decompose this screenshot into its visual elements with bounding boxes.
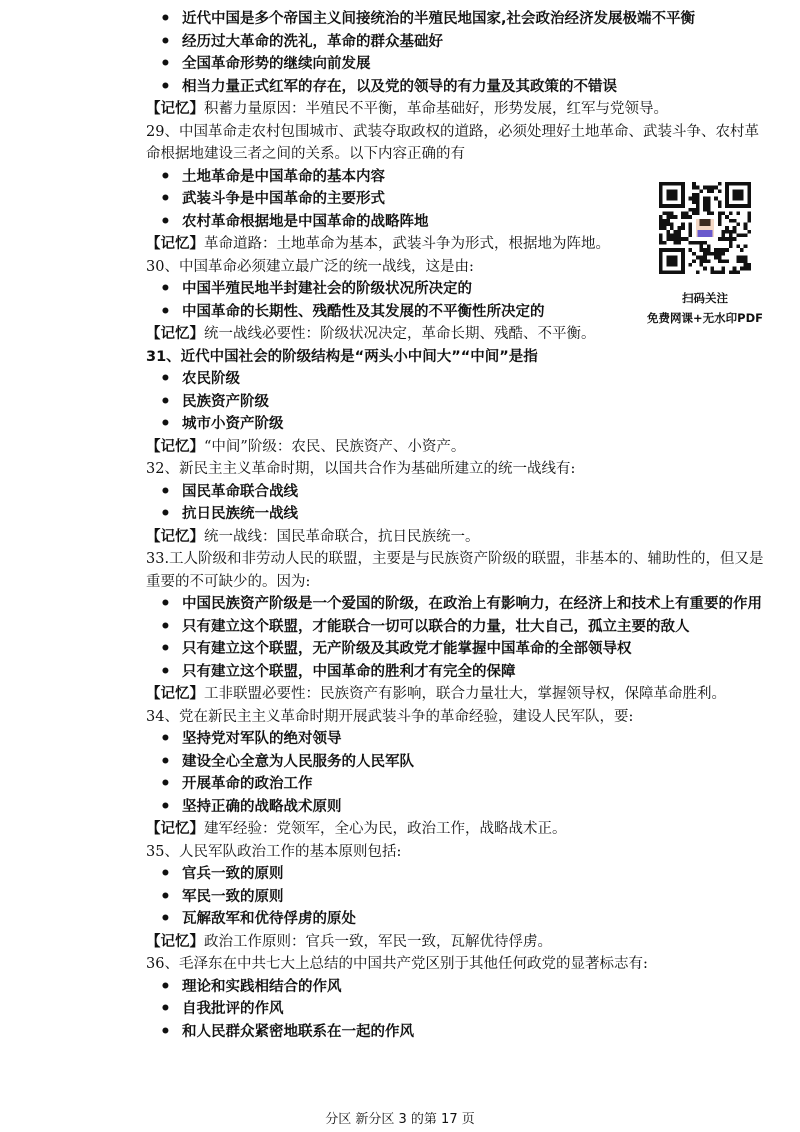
bullet-item: • 经历过大革命的洗礼，革命的群众基础好	[146, 31, 766, 54]
memory-tag: 【记忆】	[146, 326, 204, 342]
memory-text: “中间”阶级：农民、民族资产、小资产。	[204, 438, 466, 455]
question-text: 30、中国革命必须建立最广泛的统一战线，这是由:	[146, 258, 474, 275]
bullet-item: • 相当力量正式红军的存在，以及党的领导的有力量及其政策的不错误	[146, 76, 766, 99]
document-body	[146, 8, 766, 1043]
bullet-item: • 抗日民族统一战线	[146, 503, 766, 526]
bullet-item: • 近代中国是多个帝国主义间接统治的半殖民地国家,社会政治经济发展极端不平衡	[146, 8, 766, 31]
memory-tag: 【记忆】	[146, 528, 204, 545]
bullet-item: • 开展革命的政治工作	[146, 773, 766, 796]
bullet-item: • 土地革命是中国革命的基本内容	[146, 166, 766, 189]
bullet-item: • 理论和实践相结合的作风	[146, 976, 766, 999]
qr-promo	[630, 182, 780, 328]
bullet-item: • 建设全心全意为人民服务的人民军队	[146, 751, 766, 774]
memory-tag: 【记忆】	[146, 821, 204, 837]
bullet-item: • 中国民族资产阶级是一个爱国的阶级，在政治上有影响力，在经济上和技术上有重要的作用	[146, 593, 766, 616]
bullet-item: • 民族资产阶级	[146, 391, 766, 414]
qr-scan-label: 扫码关注	[682, 291, 728, 305]
bullet-item: • 自我批评的作风	[146, 998, 766, 1021]
memory-note	[146, 526, 766, 549]
memory-text: 工非联盟必要性：民族资产有影响，联合力量壮大，掌握领导权，保障革命胜利。	[204, 686, 726, 702]
bullet-item: • 全国革命形势的继续向前发展	[146, 53, 766, 76]
bullet-item: • 坚持党对军队的绝对领导	[146, 728, 766, 751]
memory-text: 积蓄力量原因：半殖民不平衡，革命基础好，形势发展，红军与党领导。	[204, 101, 668, 117]
question-text: 36、毛泽东在中共七大上总结的中国共产党区别于其他任何政党的显著标志有:	[146, 956, 648, 972]
bullet-item: • 只有建立这个联盟，无产阶级及其政党才能掌握中国革命的全部领导权	[146, 638, 766, 661]
memory-tag: 【记忆】	[146, 686, 204, 702]
page-footer: 分区 新分区 3 的第 17 页	[325, 1112, 475, 1127]
memory-note	[146, 436, 766, 459]
memory-note	[146, 683, 766, 706]
question-text: 35、人民军队政治工作的基本原则包括:	[146, 843, 402, 860]
memory-tag: 【记忆】	[146, 933, 204, 950]
bullet-item: • 农民阶级	[146, 368, 766, 391]
bullet-item: • 城市小资产阶级	[146, 413, 766, 436]
memory-text: 革命道路：土地革命为基本，武装斗争为形式，根据地为阵地。	[204, 236, 610, 252]
memory-tag: 【记忆】	[146, 438, 204, 455]
question-text: 33.工人阶级和非劳动人民的联盟，主要是与民族资产阶级的联盟，非基本的、辅助性的，但又是重要的不可缺少的。因为:	[146, 551, 764, 590]
memory-text: 统一战线：国民革命联合，抗日民族统一。	[204, 528, 480, 545]
bullet-item: • 中国革命的长期性、残酷性及其发展的不平衡性所决定的	[146, 301, 766, 324]
question-text: 31、近代中国社会的阶级结构是“两头小中间大”“中间”是指	[146, 348, 538, 365]
memory-text: 建军经验：党领军，全心为民，政治工作，战略战术正。	[204, 821, 567, 837]
bullet-item: • 瓦解敌军和优待俘虏的原处	[146, 908, 766, 931]
qr-offer-label: 免费网课+无水印PDF	[647, 311, 763, 325]
bullet-item: • 只有建立这个联盟，中国革命的胜利才有完全的保障	[146, 661, 766, 684]
bullet-item: • 军民一致的原则	[146, 886, 766, 909]
qr-code-icon	[659, 182, 751, 274]
question-text: 32、新民主主义革命时期，以国共合作为基础所建立的统一战线有:	[146, 461, 576, 477]
bullet-item: • 和人民群众紧密地联系在一起的作风	[146, 1021, 766, 1044]
bullet-item: • 中国半殖民地半封建社会的阶级状况所决定的	[146, 278, 766, 301]
question-text: 29、中国革命走农村包围城市、武装夺取政权的道路，必须处理好土地革命、武装斗争、农村革命根据地建设三者之间的关系。以下内容正确的有	[146, 123, 759, 162]
memory-tag: 【记忆】	[146, 101, 204, 117]
bullet-item: • 只有建立这个联盟，才能联合一切可以联合的力量，壮大自己，孤立主要的敌人	[146, 616, 766, 639]
bullet-item: • 官兵一致的原则	[146, 863, 766, 886]
bullet-item: • 坚持正确的战略战术原则	[146, 796, 766, 819]
memory-tag: 【记忆】	[146, 236, 204, 252]
question-text: 34、党在新民主主义革命时期开展武装斗争的革命经验，建设人民军队，要:	[146, 708, 634, 725]
memory-text: 政治工作原则：官兵一致，军民一致，瓦解优待俘虏。	[204, 933, 552, 950]
bullet-item: • 农村革命根据地是中国革命的战略阵地	[146, 211, 766, 234]
memory-note	[146, 98, 766, 121]
bullet-item: • 国民革命联合战线	[146, 481, 766, 504]
memory-note	[146, 931, 766, 954]
memory-note	[146, 818, 766, 841]
bullet-item: • 武装斗争是中国革命的主要形式	[146, 188, 766, 211]
memory-text: 统一战线必要性：阶级状况决定，革命长期、残酷、不平衡。	[204, 326, 596, 342]
